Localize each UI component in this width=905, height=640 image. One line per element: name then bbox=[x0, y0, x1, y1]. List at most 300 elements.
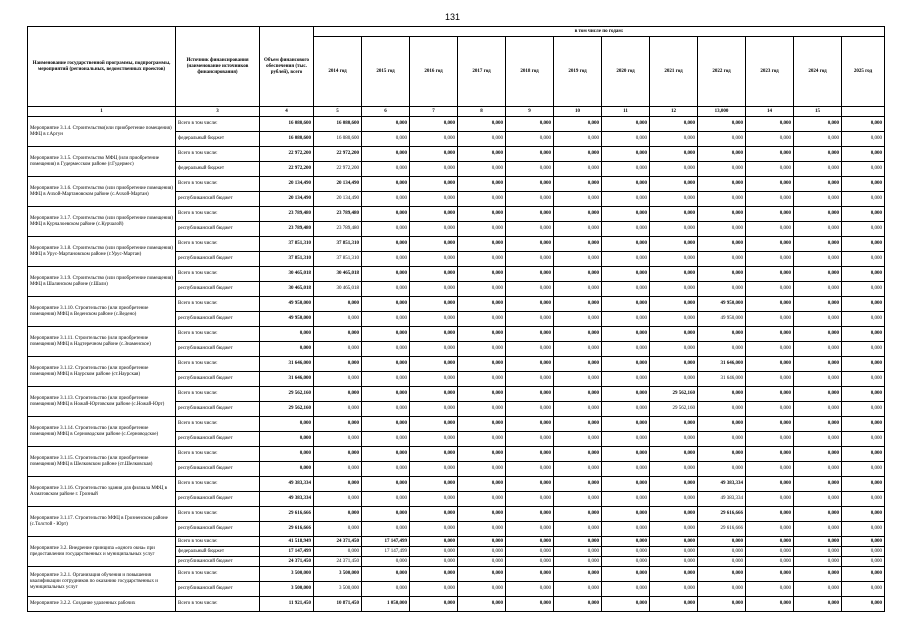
year-amount: 0,000 bbox=[506, 387, 554, 402]
year-amount: 0,000 bbox=[842, 117, 885, 132]
year-amount: 0,000 bbox=[746, 597, 794, 612]
year-amount: 0,000 bbox=[650, 297, 698, 312]
total-amount: 3 500,000 bbox=[260, 567, 314, 582]
financing-table bbox=[27, 26, 885, 612]
year-amount: 0,000 bbox=[410, 582, 458, 597]
table-row bbox=[28, 387, 885, 402]
funding-source: Всего в том числе: bbox=[176, 207, 260, 222]
year-amount: 23 789,480 bbox=[314, 207, 362, 222]
column-number: 3 bbox=[176, 107, 260, 117]
year-amount: 0,000 bbox=[842, 477, 885, 492]
year-amount: 0,000 bbox=[602, 417, 650, 432]
column-number: 12 bbox=[650, 107, 698, 117]
year-amount: 0,000 bbox=[698, 387, 746, 402]
year-amount: 0,000 bbox=[746, 282, 794, 297]
year-amount: 0,000 bbox=[650, 327, 698, 342]
table-row bbox=[28, 177, 885, 192]
year-amount: 0,000 bbox=[746, 447, 794, 462]
year-amount: 0,000 bbox=[842, 417, 885, 432]
year-amount: 0,000 bbox=[314, 357, 362, 372]
year-amount: 0,000 bbox=[794, 177, 842, 192]
year-amount: 0,000 bbox=[410, 342, 458, 357]
funding-source: федеральный бюджет bbox=[176, 547, 260, 557]
year-amount: 30 465,018 bbox=[314, 282, 362, 297]
year-amount: 0,000 bbox=[842, 252, 885, 267]
year-amount: 0,000 bbox=[650, 237, 698, 252]
year-amount: 0,000 bbox=[602, 547, 650, 557]
year-amount: 37 851,310 bbox=[314, 237, 362, 252]
header-source: Источник финансирования (наименование источников финансирования) bbox=[176, 27, 260, 107]
measure-name: Мероприятие 3.1.12. Строительство (или приобретение помещения) МФЦ в Наурском районе (ст.Наурская) bbox=[28, 357, 176, 387]
year-amount: 0,000 bbox=[794, 567, 842, 582]
year-amount: 0,000 bbox=[362, 507, 410, 522]
year-amount: 0,000 bbox=[650, 547, 698, 557]
funding-source: Всего в том числе: bbox=[176, 567, 260, 582]
total-amount: 22 972,200 bbox=[260, 162, 314, 177]
year-amount: 1 050,000 bbox=[362, 597, 410, 612]
year-amount: 16 080,600 bbox=[314, 132, 362, 147]
year-amount: 0,000 bbox=[794, 597, 842, 612]
year-amount: 0,000 bbox=[410, 597, 458, 612]
year-amount: 0,000 bbox=[746, 312, 794, 327]
year-amount: 0,000 bbox=[314, 522, 362, 537]
year-amount: 24 371,450 bbox=[314, 537, 362, 547]
total-amount: 17 147,499 bbox=[260, 547, 314, 557]
year-amount: 0,000 bbox=[794, 477, 842, 492]
year-amount: 0,000 bbox=[314, 387, 362, 402]
year-amount: 0,000 bbox=[794, 537, 842, 547]
header-year: 2016 год bbox=[410, 37, 458, 107]
funding-source: Всего в том числе: bbox=[176, 447, 260, 462]
year-amount: 0,000 bbox=[602, 537, 650, 547]
year-amount: 0,000 bbox=[602, 297, 650, 312]
year-amount: 0,000 bbox=[458, 177, 506, 192]
year-amount: 0,000 bbox=[554, 297, 602, 312]
year-amount: 0,000 bbox=[698, 582, 746, 597]
column-number: 4 bbox=[260, 107, 314, 117]
year-amount: 0,000 bbox=[410, 432, 458, 447]
measure-name: Мероприятие 3.1.5. Строительство МФЦ (или приобретение помещения) в Гудермесском районе (г.Гудермес) bbox=[28, 147, 176, 177]
year-amount: 0,000 bbox=[842, 462, 885, 477]
year-amount: 0,000 bbox=[362, 432, 410, 447]
year-amount: 0,000 bbox=[602, 357, 650, 372]
year-amount: 0,000 bbox=[650, 312, 698, 327]
year-amount: 0,000 bbox=[410, 507, 458, 522]
year-amount: 0,000 bbox=[650, 132, 698, 147]
year-amount: 0,000 bbox=[554, 237, 602, 252]
year-amount: 0,000 bbox=[650, 162, 698, 177]
year-amount: 0,000 bbox=[602, 557, 650, 567]
year-amount: 0,000 bbox=[458, 582, 506, 597]
funding-source: федеральный бюджет bbox=[176, 162, 260, 177]
year-amount: 0,000 bbox=[746, 582, 794, 597]
year-amount: 0,000 bbox=[650, 462, 698, 477]
year-amount: 0,000 bbox=[650, 522, 698, 537]
year-amount: 0,000 bbox=[602, 327, 650, 342]
year-amount: 0,000 bbox=[410, 162, 458, 177]
total-amount: 37 851,310 bbox=[260, 252, 314, 267]
header-year: 2022 год bbox=[698, 37, 746, 107]
year-amount: 0,000 bbox=[842, 312, 885, 327]
year-amount: 0,000 bbox=[794, 267, 842, 282]
year-amount: 0,000 bbox=[506, 297, 554, 312]
funding-source: республиканский бюджет bbox=[176, 312, 260, 327]
year-amount: 0,000 bbox=[698, 252, 746, 267]
year-amount: 0,000 bbox=[698, 402, 746, 417]
total-amount: 41 518,949 bbox=[260, 537, 314, 547]
funding-source: Всего в том числе: bbox=[176, 147, 260, 162]
year-amount: 0,000 bbox=[362, 282, 410, 297]
year-amount: 0,000 bbox=[458, 557, 506, 567]
year-amount: 0,000 bbox=[746, 402, 794, 417]
total-amount: 3 500,000 bbox=[260, 582, 314, 597]
year-amount: 0,000 bbox=[794, 282, 842, 297]
year-amount: 29 562,160 bbox=[650, 387, 698, 402]
year-amount: 0,000 bbox=[602, 567, 650, 582]
year-amount: 0,000 bbox=[362, 222, 410, 237]
year-amount: 0,000 bbox=[314, 432, 362, 447]
year-amount: 0,000 bbox=[458, 237, 506, 252]
year-amount: 0,000 bbox=[410, 557, 458, 567]
year-amount: 30 465,018 bbox=[314, 267, 362, 282]
total-amount: 31 646,000 bbox=[260, 357, 314, 372]
year-amount: 0,000 bbox=[602, 192, 650, 207]
year-amount: 0,000 bbox=[506, 597, 554, 612]
table-row bbox=[28, 597, 885, 612]
year-amount: 0,000 bbox=[362, 522, 410, 537]
year-amount: 0,000 bbox=[698, 222, 746, 237]
year-amount: 0,000 bbox=[410, 477, 458, 492]
total-amount: 0,000 bbox=[260, 432, 314, 447]
year-amount: 0,000 bbox=[362, 462, 410, 477]
year-amount: 0,000 bbox=[746, 252, 794, 267]
year-amount: 0,000 bbox=[746, 557, 794, 567]
year-amount: 0,000 bbox=[506, 132, 554, 147]
year-amount: 0,000 bbox=[458, 312, 506, 327]
total-amount: 16 080,600 bbox=[260, 117, 314, 132]
total-amount: 30 465,018 bbox=[260, 282, 314, 297]
year-amount: 0,000 bbox=[794, 462, 842, 477]
year-amount: 0,000 bbox=[506, 342, 554, 357]
year-amount: 0,000 bbox=[794, 117, 842, 132]
year-amount: 0,000 bbox=[554, 177, 602, 192]
year-amount: 0,000 bbox=[506, 537, 554, 547]
year-amount: 0,000 bbox=[794, 252, 842, 267]
year-amount: 0,000 bbox=[506, 207, 554, 222]
year-amount: 0,000 bbox=[506, 507, 554, 522]
year-amount: 0,000 bbox=[602, 372, 650, 387]
year-amount: 0,000 bbox=[362, 582, 410, 597]
funding-source: республиканский бюджет bbox=[176, 462, 260, 477]
measure-name: Мероприятие 3.1.16. Строительство здания для филиала МФЦ в Ахматовском районе г. Грозный bbox=[28, 477, 176, 507]
year-amount: 0,000 bbox=[794, 147, 842, 162]
header-years-group: в том числе по годам: bbox=[314, 27, 885, 37]
year-amount: 0,000 bbox=[362, 477, 410, 492]
year-amount: 0,000 bbox=[794, 387, 842, 402]
year-amount: 0,000 bbox=[602, 507, 650, 522]
year-amount: 0,000 bbox=[842, 177, 885, 192]
year-amount: 0,000 bbox=[458, 567, 506, 582]
year-amount: 0,000 bbox=[698, 117, 746, 132]
funding-source: Всего в том числе: bbox=[176, 327, 260, 342]
table-row bbox=[28, 507, 885, 522]
year-amount: 0,000 bbox=[650, 597, 698, 612]
table-row bbox=[28, 417, 885, 432]
year-amount: 0,000 bbox=[602, 117, 650, 132]
year-amount: 0,000 bbox=[794, 237, 842, 252]
year-amount: 0,000 bbox=[698, 432, 746, 447]
funding-source: республиканский бюджет bbox=[176, 402, 260, 417]
year-amount: 0,000 bbox=[842, 162, 885, 177]
year-amount: 0,000 bbox=[554, 447, 602, 462]
year-amount: 0,000 bbox=[506, 372, 554, 387]
year-amount: 0,000 bbox=[458, 522, 506, 537]
year-amount: 0,000 bbox=[650, 282, 698, 297]
year-amount: 0,000 bbox=[842, 537, 885, 547]
year-amount: 0,000 bbox=[602, 492, 650, 507]
measure-name: Мероприятие 3.2.1. Организация обучения и повышения квалификации сотрудников по оказанию государственных и муниципальных услуг bbox=[28, 567, 176, 597]
year-amount: 0,000 bbox=[314, 547, 362, 557]
year-amount: 0,000 bbox=[650, 222, 698, 237]
year-amount: 0,000 bbox=[842, 342, 885, 357]
year-amount: 0,000 bbox=[410, 177, 458, 192]
year-amount: 0,000 bbox=[698, 177, 746, 192]
year-amount: 0,000 bbox=[410, 327, 458, 342]
year-amount: 0,000 bbox=[746, 357, 794, 372]
year-amount: 0,000 bbox=[650, 567, 698, 582]
year-amount: 0,000 bbox=[650, 507, 698, 522]
year-amount: 0,000 bbox=[506, 447, 554, 462]
year-amount: 0,000 bbox=[362, 192, 410, 207]
year-amount: 0,000 bbox=[554, 387, 602, 402]
year-amount: 0,000 bbox=[602, 402, 650, 417]
measure-name: Мероприятие 3.1.17. Строительство МФЦ в Грозненском районе (с.Толстой - Юрт) bbox=[28, 507, 176, 537]
year-amount: 0,000 bbox=[698, 557, 746, 567]
year-amount: 0,000 bbox=[794, 547, 842, 557]
funding-source: республиканский бюджет bbox=[176, 522, 260, 537]
year-amount: 0,000 bbox=[842, 372, 885, 387]
year-amount: 0,000 bbox=[650, 117, 698, 132]
year-amount: 0,000 bbox=[410, 192, 458, 207]
year-amount: 0,000 bbox=[362, 417, 410, 432]
header-year: 2019 год bbox=[554, 37, 602, 107]
year-amount: 0,000 bbox=[794, 522, 842, 537]
year-amount: 0,000 bbox=[314, 417, 362, 432]
year-amount: 0,000 bbox=[410, 117, 458, 132]
year-amount: 0,000 bbox=[650, 537, 698, 547]
year-amount: 0,000 bbox=[554, 312, 602, 327]
year-amount: 0,000 bbox=[650, 177, 698, 192]
funding-source: республиканский бюджет bbox=[176, 557, 260, 567]
year-amount: 0,000 bbox=[362, 557, 410, 567]
year-amount: 17 147,499 bbox=[362, 547, 410, 557]
year-amount: 0,000 bbox=[842, 432, 885, 447]
page-number: 131 bbox=[444, 12, 461, 22]
year-amount: 0,000 bbox=[650, 447, 698, 462]
year-amount: 0,000 bbox=[314, 312, 362, 327]
year-amount: 0,000 bbox=[314, 492, 362, 507]
year-amount: 0,000 bbox=[698, 327, 746, 342]
year-amount: 0,000 bbox=[506, 477, 554, 492]
year-amount: 0,000 bbox=[410, 567, 458, 582]
table-row bbox=[28, 237, 885, 252]
column-number: 6 bbox=[362, 107, 410, 117]
header-year: 2020 год bbox=[602, 37, 650, 107]
year-amount: 0,000 bbox=[794, 447, 842, 462]
header-year: 2014 год bbox=[314, 37, 362, 107]
total-amount: 22 972,200 bbox=[260, 147, 314, 162]
year-amount: 0,000 bbox=[842, 222, 885, 237]
year-amount: 0,000 bbox=[362, 342, 410, 357]
year-amount: 0,000 bbox=[602, 342, 650, 357]
table-row bbox=[28, 477, 885, 492]
year-amount: 0,000 bbox=[842, 547, 885, 557]
year-amount: 0,000 bbox=[698, 237, 746, 252]
year-amount: 0,000 bbox=[506, 522, 554, 537]
year-amount: 0,000 bbox=[410, 547, 458, 557]
total-amount: 29 562,160 bbox=[260, 402, 314, 417]
year-amount: 0,000 bbox=[698, 162, 746, 177]
year-amount: 0,000 bbox=[506, 162, 554, 177]
table-row bbox=[28, 447, 885, 462]
column-number: 10 bbox=[554, 107, 602, 117]
year-amount: 0,000 bbox=[506, 117, 554, 132]
total-amount: 0,000 bbox=[260, 342, 314, 357]
year-amount: 0,000 bbox=[506, 547, 554, 557]
year-amount: 0,000 bbox=[458, 282, 506, 297]
year-amount: 0,000 bbox=[410, 207, 458, 222]
year-amount: 0,000 bbox=[746, 207, 794, 222]
year-amount: 0,000 bbox=[794, 507, 842, 522]
year-amount: 0,000 bbox=[410, 297, 458, 312]
total-amount: 49 950,000 bbox=[260, 297, 314, 312]
year-amount: 0,000 bbox=[794, 327, 842, 342]
year-amount: 0,000 bbox=[314, 447, 362, 462]
year-amount: 0,000 bbox=[458, 207, 506, 222]
measure-name: Мероприятие 3.1.4. Строительство(или приобретение помещения) МФЦ в г.Аргун bbox=[28, 117, 176, 147]
column-number: 15 bbox=[794, 107, 842, 117]
measure-name: Мероприятие 3.1.13. Строительство (или приобретение помещения) МФЦ в Ножай-Юртовском районе (с.Ножай-Юрт) bbox=[28, 387, 176, 417]
year-amount: 0,000 bbox=[410, 447, 458, 462]
total-amount: 0,000 bbox=[260, 447, 314, 462]
year-amount: 0,000 bbox=[410, 132, 458, 147]
year-amount: 0,000 bbox=[650, 417, 698, 432]
table-row bbox=[28, 297, 885, 312]
table-row bbox=[28, 147, 885, 162]
year-amount: 31 646,000 bbox=[698, 357, 746, 372]
column-number: 8 bbox=[458, 107, 506, 117]
year-amount: 0,000 bbox=[458, 252, 506, 267]
year-amount: 0,000 bbox=[602, 462, 650, 477]
year-amount: 0,000 bbox=[746, 342, 794, 357]
funding-source: федеральный бюджет bbox=[176, 132, 260, 147]
year-amount: 0,000 bbox=[458, 447, 506, 462]
year-amount: 0,000 bbox=[650, 432, 698, 447]
total-amount: 20 134,490 bbox=[260, 192, 314, 207]
total-amount: 49 383,334 bbox=[260, 477, 314, 492]
year-amount: 0,000 bbox=[650, 252, 698, 267]
year-amount: 0,000 bbox=[650, 357, 698, 372]
year-amount: 0,000 bbox=[698, 547, 746, 557]
year-amount: 0,000 bbox=[698, 132, 746, 147]
header-year: 2021 год bbox=[650, 37, 698, 107]
year-amount: 0,000 bbox=[458, 132, 506, 147]
year-amount: 0,000 bbox=[458, 357, 506, 372]
year-amount: 0,000 bbox=[410, 522, 458, 537]
year-amount: 0,000 bbox=[410, 312, 458, 327]
year-amount: 0,000 bbox=[362, 387, 410, 402]
year-amount: 0,000 bbox=[554, 327, 602, 342]
year-amount: 0,000 bbox=[746, 432, 794, 447]
header-year: 2018 год bbox=[506, 37, 554, 107]
year-amount: 0,000 bbox=[602, 582, 650, 597]
funding-source: Всего в том числе: bbox=[176, 237, 260, 252]
year-amount: 0,000 bbox=[410, 282, 458, 297]
year-amount: 0,000 bbox=[506, 222, 554, 237]
year-amount: 0,000 bbox=[506, 237, 554, 252]
year-amount: 0,000 bbox=[458, 537, 506, 547]
year-amount: 0,000 bbox=[794, 372, 842, 387]
header-total: Объем финансового обеспечения (тыс. рублей), всего bbox=[260, 27, 314, 107]
header-year: 2015 год bbox=[362, 37, 410, 107]
year-amount: 0,000 bbox=[554, 372, 602, 387]
year-amount: 0,000 bbox=[698, 537, 746, 547]
year-amount: 0,000 bbox=[746, 537, 794, 547]
year-amount: 0,000 bbox=[746, 147, 794, 162]
year-amount: 0,000 bbox=[554, 492, 602, 507]
funding-source: Всего в том числе: bbox=[176, 177, 260, 192]
total-amount: 31 646,000 bbox=[260, 372, 314, 387]
year-amount: 0,000 bbox=[842, 597, 885, 612]
year-amount: 0,000 bbox=[506, 327, 554, 342]
year-amount: 10 871,450 bbox=[314, 597, 362, 612]
year-amount: 0,000 bbox=[554, 507, 602, 522]
year-amount: 0,000 bbox=[506, 582, 554, 597]
year-amount: 0,000 bbox=[794, 557, 842, 567]
measure-name: Мероприятие 3.1.15. Строительство (или приобретение помещения) МФЦ в Шелковском районе (ст.Шелковская) bbox=[28, 447, 176, 477]
year-amount: 0,000 bbox=[362, 492, 410, 507]
year-amount: 0,000 bbox=[506, 567, 554, 582]
year-amount: 0,000 bbox=[362, 357, 410, 372]
year-amount: 0,000 bbox=[746, 117, 794, 132]
year-amount: 0,000 bbox=[842, 282, 885, 297]
year-amount: 0,000 bbox=[698, 462, 746, 477]
year-amount: 0,000 bbox=[554, 267, 602, 282]
year-amount: 0,000 bbox=[362, 117, 410, 132]
year-amount: 0,000 bbox=[458, 432, 506, 447]
measure-name: Мероприятие 3.1.9. Строительство (или приобретение помещения) МФЦ в Шалинском районе (г.Шали) bbox=[28, 267, 176, 297]
year-amount: 0,000 bbox=[746, 267, 794, 282]
year-amount: 0,000 bbox=[746, 492, 794, 507]
year-amount: 23 789,480 bbox=[314, 222, 362, 237]
total-amount: 23 789,480 bbox=[260, 207, 314, 222]
column-number: 13,000 bbox=[698, 107, 746, 117]
year-amount: 0,000 bbox=[362, 327, 410, 342]
year-amount: 0,000 bbox=[506, 267, 554, 282]
year-amount: 29 562,160 bbox=[650, 402, 698, 417]
year-amount: 0,000 bbox=[746, 297, 794, 312]
year-amount: 0,000 bbox=[602, 207, 650, 222]
year-amount: 0,000 bbox=[746, 237, 794, 252]
year-amount: 0,000 bbox=[650, 582, 698, 597]
year-amount: 0,000 bbox=[602, 477, 650, 492]
year-amount: 0,000 bbox=[458, 147, 506, 162]
header-year: 2023 год bbox=[746, 37, 794, 107]
year-amount: 0,000 bbox=[698, 207, 746, 222]
year-amount: 0,000 bbox=[746, 507, 794, 522]
year-amount: 0,000 bbox=[650, 372, 698, 387]
year-amount: 0,000 bbox=[602, 522, 650, 537]
